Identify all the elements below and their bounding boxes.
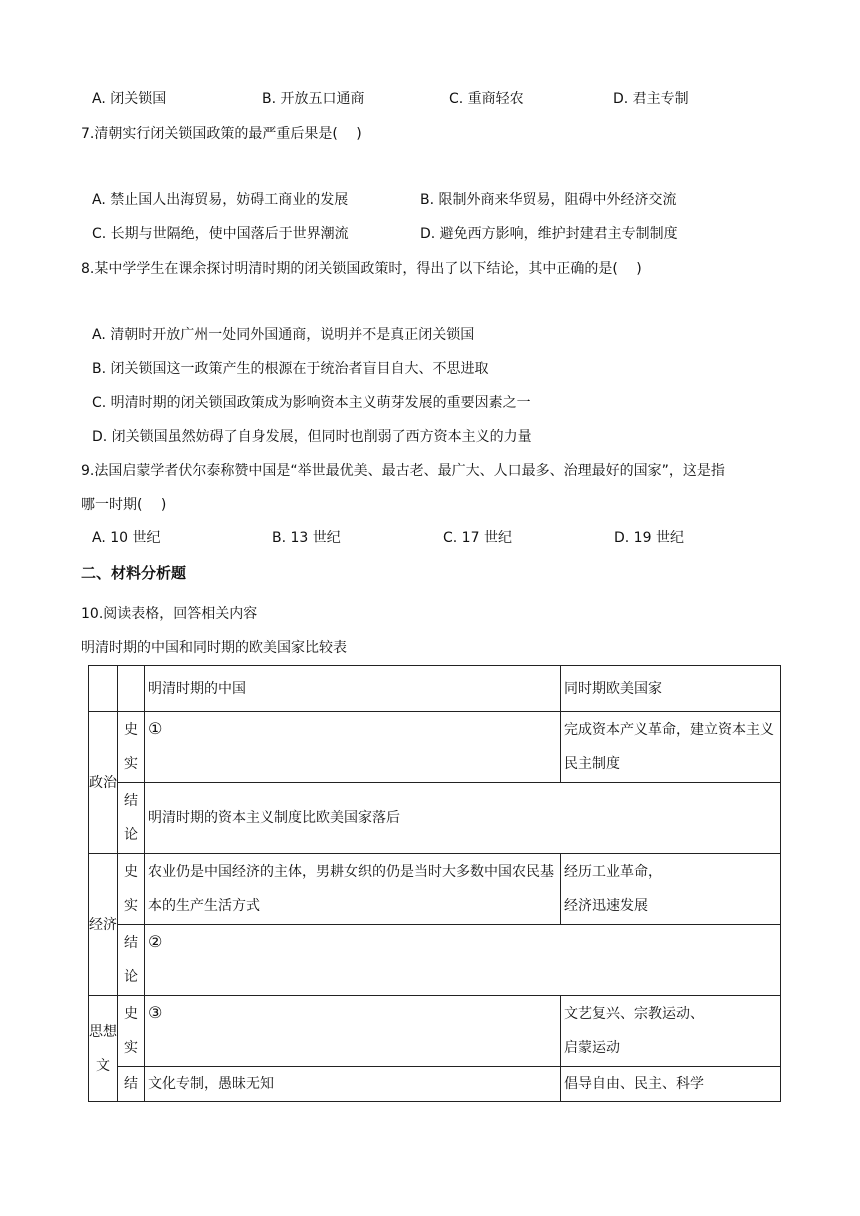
economy-category: 经济 xyxy=(89,854,118,996)
economy-fact-row xyxy=(89,854,781,925)
q9-option-a: A. 10 世纪 xyxy=(92,530,161,546)
q10-stem: 10.阅读表格，回答相关内容 xyxy=(81,606,258,622)
politics-fact-china xyxy=(145,712,561,783)
table-caption: 明清时期的中国和同时期的欧美国家比较表 xyxy=(81,640,347,656)
economy-fact-china: 农业仍是中国经济的主体，男耕女织的仍是当时大多数中国农民基本的生产生活方式 xyxy=(145,854,561,925)
q6-option-a: A. 闭关锁国 xyxy=(92,91,167,107)
culture-conclusion-row xyxy=(89,1067,781,1102)
culture-fact-west-line2: 启蒙运动 xyxy=(564,1040,620,1056)
q6-option-c: C. 重商轻农 xyxy=(449,91,524,107)
culture-fact-china xyxy=(145,996,561,1067)
q6-option-b: B. 开放五口通商 xyxy=(262,91,365,107)
culture-category: 思想文 xyxy=(89,996,118,1102)
q9-option-c: C. 17 世纪 xyxy=(443,530,512,546)
economy-fact-west-line2: 经济迅速发展 xyxy=(564,898,648,914)
culture-conclusion-china: 文化专制，愚昧无知 xyxy=(145,1067,561,1102)
culture-fact-west xyxy=(561,996,781,1067)
header-empty-cell xyxy=(89,666,118,712)
q8-option-a: A. 清朝时开放广州一处同外国通商，说明并不是真正闭关锁国 xyxy=(92,327,475,343)
economy-fact-label: 史实 xyxy=(118,854,145,925)
blank-marker-2: ② xyxy=(148,932,163,951)
politics-conclusion-row xyxy=(89,783,781,854)
culture-fact-row xyxy=(89,996,781,1067)
q7-option-a: A. 禁止国人出海贸易，妨碍工商业的发展 xyxy=(92,192,349,208)
header-empty-cell xyxy=(118,666,145,712)
q8-stem: 8.某中学学生在课余探讨明清时期的闭关锁国政策时，得出了以下结论，其中正确的是( ) xyxy=(81,261,642,277)
table-header-row xyxy=(89,666,781,712)
q6-option-d: D. 君主专制 xyxy=(613,91,689,107)
politics-conclusion: 明清时期的资本主义制度比欧美国家落后 xyxy=(145,783,781,854)
economy-conclusion-row xyxy=(89,925,781,996)
culture-conclusion-west: 倡导自由、民主、科学 xyxy=(561,1067,781,1102)
culture-conclusion-label: 结 xyxy=(118,1067,145,1102)
q7-option-d: D. 避免西方影响，维护封建君主专制制度 xyxy=(420,226,678,242)
culture-fact-label: 史实 xyxy=(118,996,145,1067)
blank-marker-3: ③ xyxy=(148,1003,163,1022)
politics-fact-label: 史实 xyxy=(118,712,145,783)
q8-option-b: B. 闭关锁国这一政策产生的根源在于统治者盲目自大、不思进取 xyxy=(92,361,489,377)
politics-category: 政治 xyxy=(89,712,118,854)
q9-stem-line2: 哪一时期( ) xyxy=(81,497,167,513)
q9-option-d: D. 19 世纪 xyxy=(614,530,684,546)
q7-stem: 7.清朝实行闭关锁国政策的最严重后果是( ) xyxy=(81,126,362,142)
q9-option-b: B. 13 世纪 xyxy=(272,530,341,546)
q7-option-c: C. 长期与世隔绝，使中国落后于世界潮流 xyxy=(92,226,349,242)
q9-stem-line1: 9.法国启蒙学者伏尔泰称赞中国是“举世最优美、最古老、最广大、人口最多、治理最好的国家”，这是指 xyxy=(81,463,725,479)
politics-fact-west: 完成资本产义革命，建立资本主义民主制度 xyxy=(561,712,781,783)
q8-option-d: D. 闭关锁国虽然妨碍了自身发展，但同时也削弱了西方资本主义的力量 xyxy=(92,429,532,445)
q7-option-b: B. 限制外商来华贸易，阻碍中外经济交流 xyxy=(420,192,677,208)
culture-fact-west-line1: 文艺复兴、宗教运动、 xyxy=(564,1006,704,1022)
header-west: 同时期欧美国家 xyxy=(561,666,781,712)
economy-conclusion xyxy=(145,925,781,996)
economy-conclusion-label: 结论 xyxy=(118,925,145,996)
section-title: 二、材料分析题 xyxy=(81,564,187,582)
blank-marker-1: ① xyxy=(148,719,163,738)
economy-fact-west xyxy=(561,854,781,925)
q8-option-c: C. 明清时期的闭关锁国政策成为影响资本主义萌芽发展的重要因素之一 xyxy=(92,395,531,411)
header-china: 明清时期的中国 xyxy=(145,666,561,712)
politics-fact-row xyxy=(89,712,781,783)
comparison-table xyxy=(88,665,781,1102)
economy-fact-west-line1: 经历工业革命， xyxy=(564,864,662,880)
politics-conclusion-label: 结论 xyxy=(118,783,145,854)
